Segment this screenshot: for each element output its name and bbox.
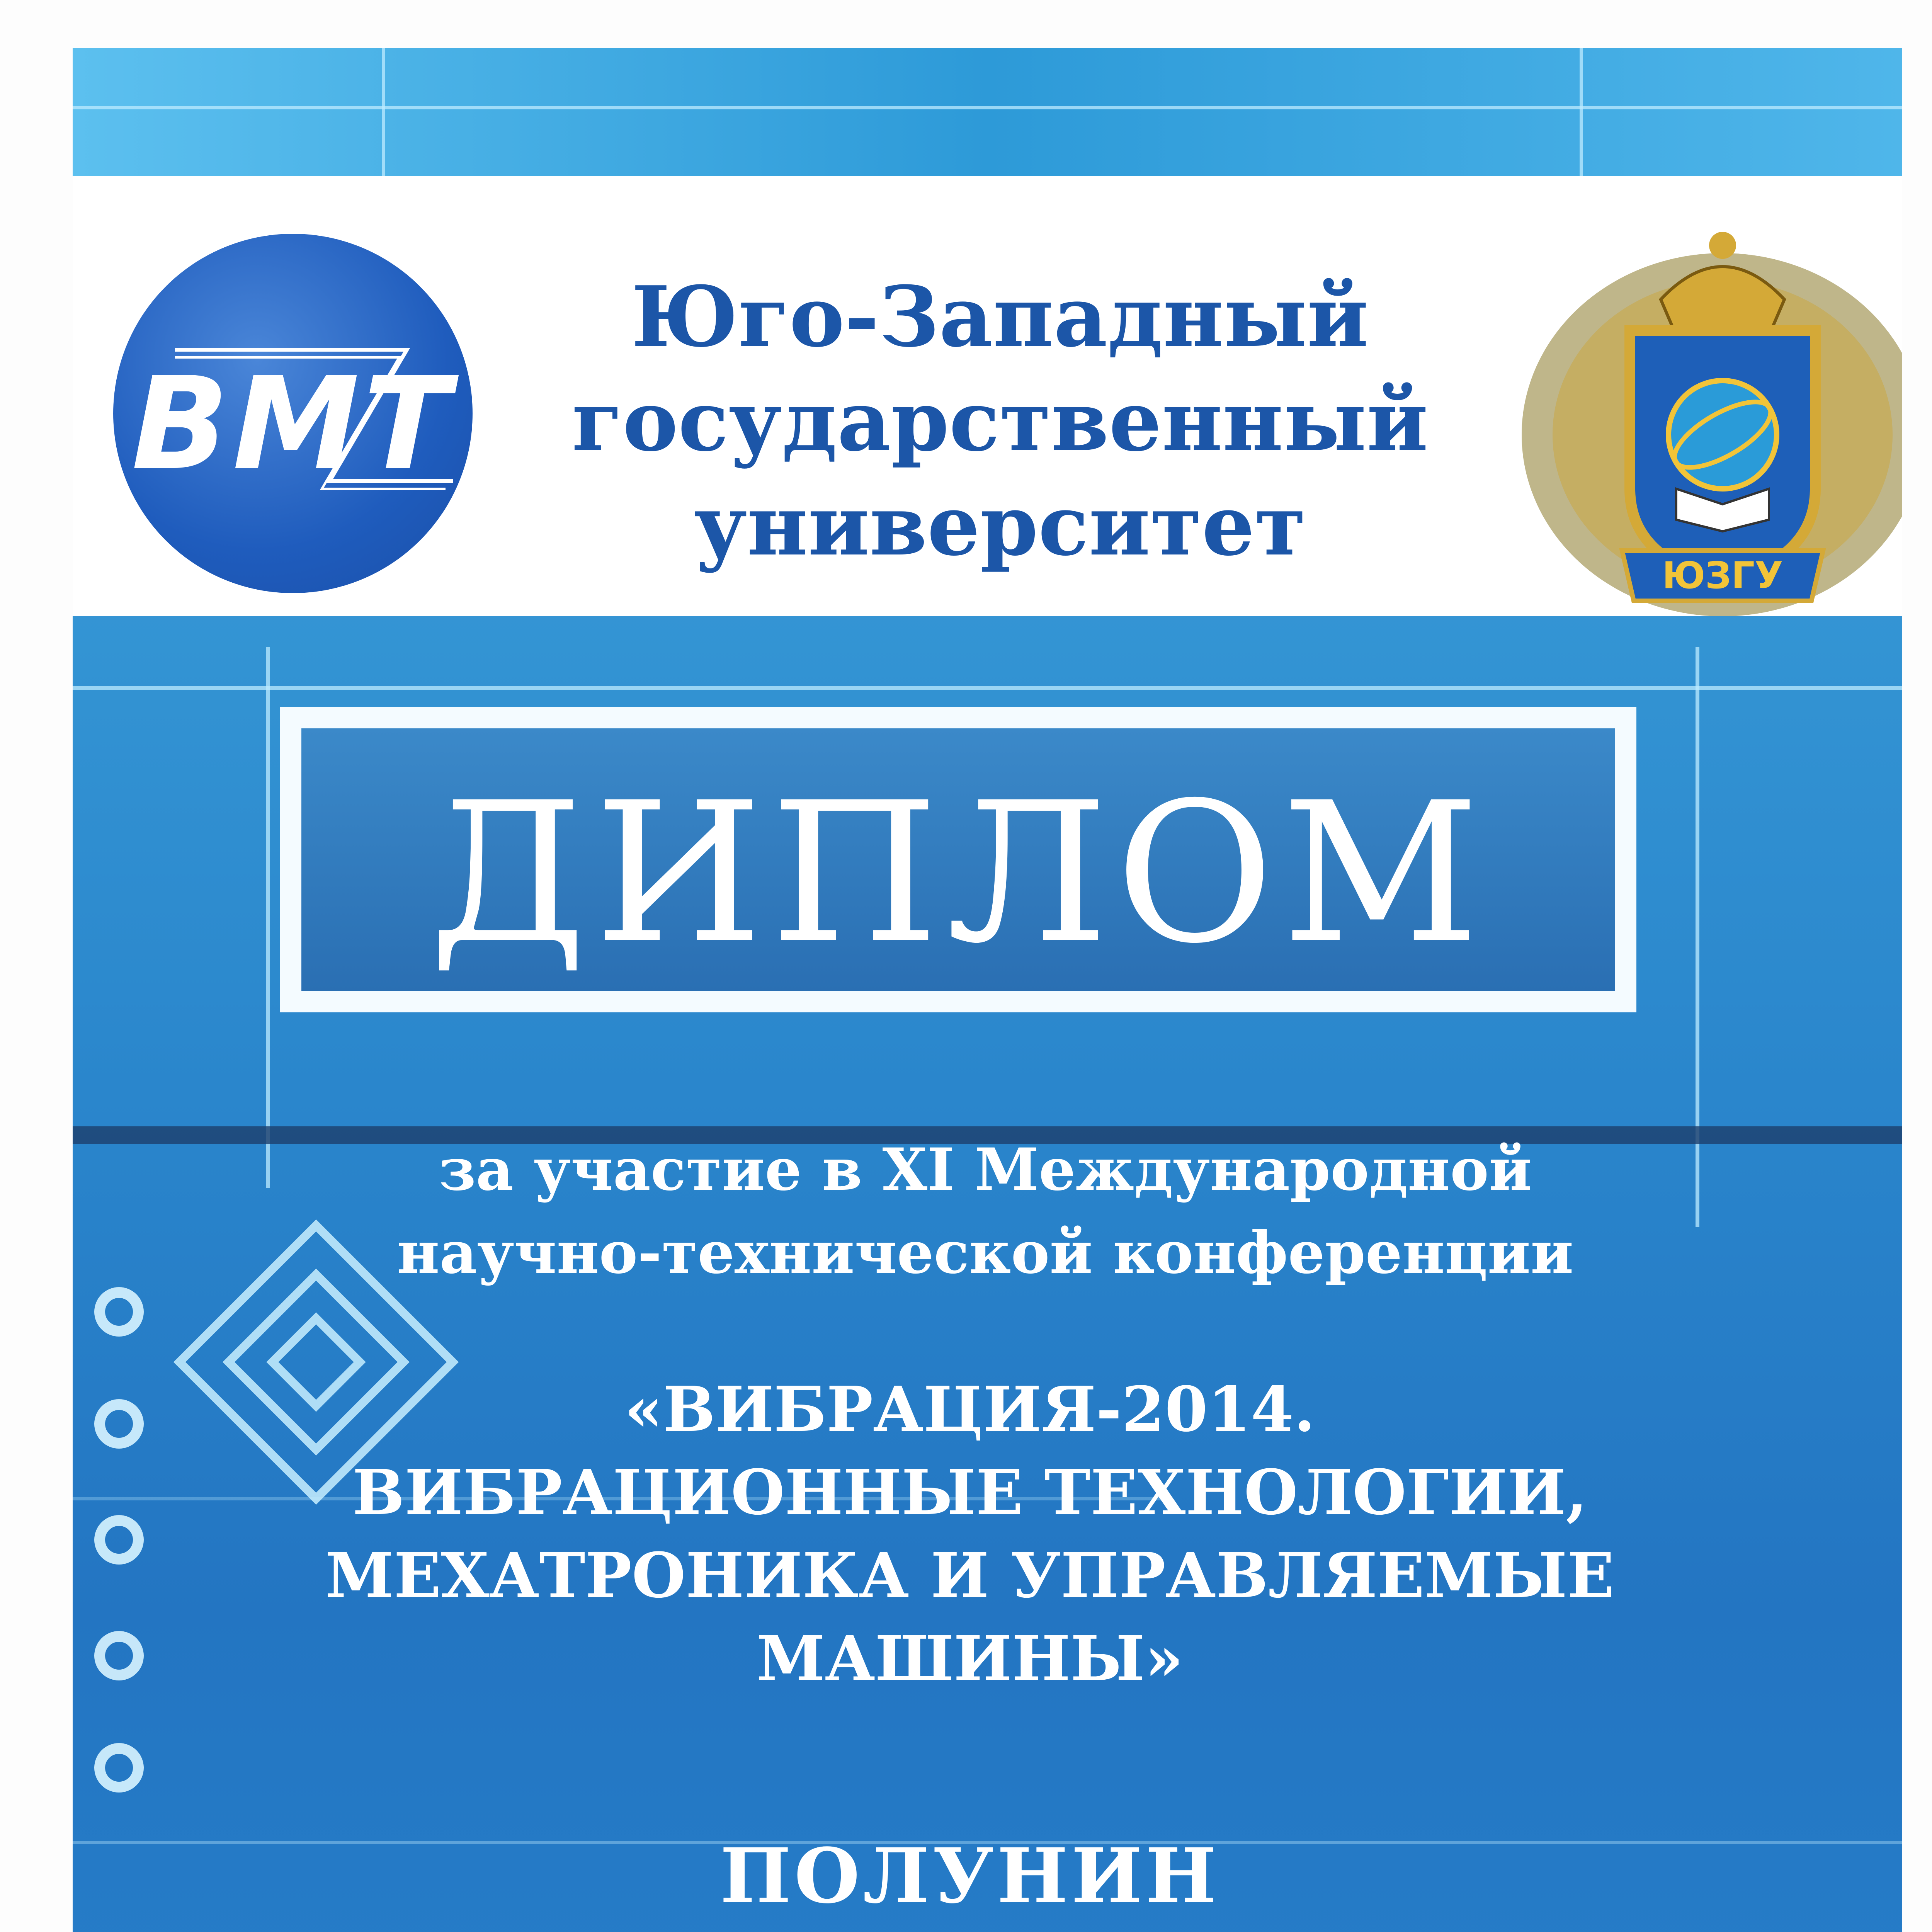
participation-text <box>0 1128 1932 1294</box>
vmt-logo-text: ВМТ <box>131 350 454 498</box>
participation-line: за участие в XI Международной <box>439 1136 1532 1204</box>
diploma-title-box <box>280 707 1636 1012</box>
conference-line: МАШИНЫ» <box>756 1622 1184 1695</box>
conference-line: «ВИБРАЦИЯ-2014. <box>624 1373 1316 1446</box>
university-name <box>536 265 1464 578</box>
university-name-line: университет <box>694 476 1306 574</box>
recipient-surname: ПОЛУНИН <box>720 1832 1220 1920</box>
diploma-title: ДИПЛОМ <box>429 761 1487 986</box>
participation-line: научно-технической конференции <box>397 1219 1574 1287</box>
crest-ribbon-text: ЮЗГУ <box>1662 554 1783 597</box>
university-crest <box>1495 218 1902 639</box>
university-name-line: государственный <box>571 372 1429 470</box>
conference-line: МЕХАТРОНИКА И УПРАВЛЯЕМЫЕ <box>325 1539 1614 1612</box>
vmt-logo <box>113 234 473 593</box>
university-name-line: Юго-Западный <box>631 268 1369 366</box>
conference-line: ВИБРАЦИОННЫЕ ТЕХНОЛОГИИ, <box>352 1456 1588 1529</box>
conference-title <box>100 1368 1839 1700</box>
